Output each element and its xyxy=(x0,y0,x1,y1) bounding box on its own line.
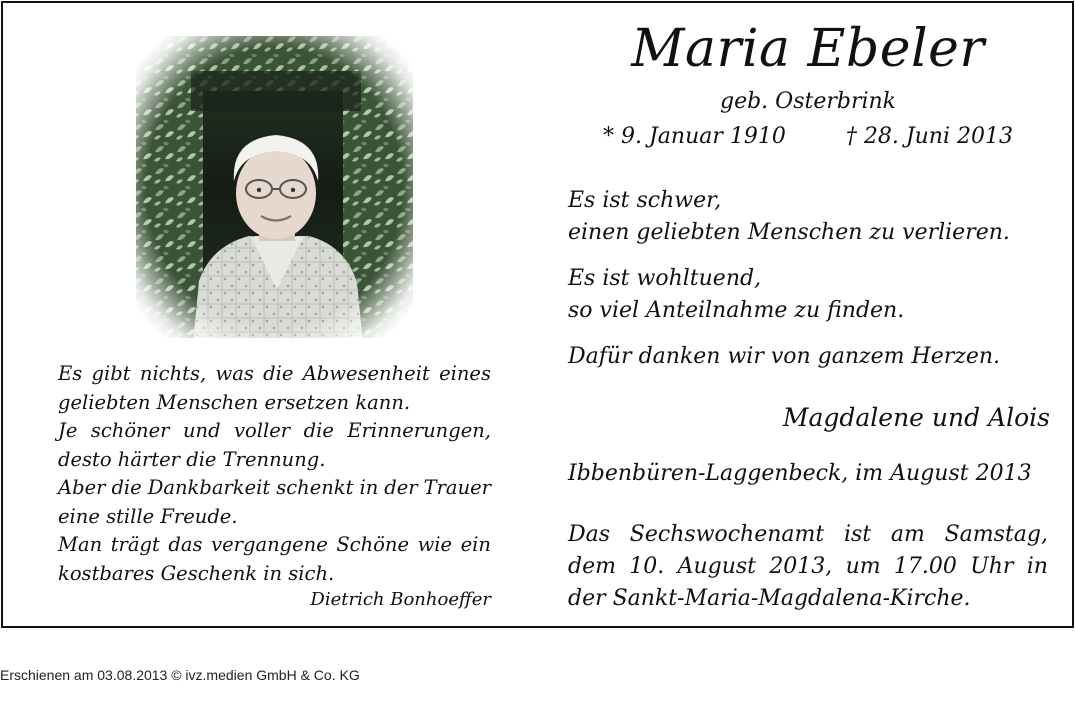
word: in xyxy=(1026,554,1048,579)
word: 2013, xyxy=(769,554,833,579)
word: Dankbarkeit xyxy=(147,476,271,499)
portrait-photo xyxy=(131,31,418,343)
quote-author: Dietrich Bonhoeffer xyxy=(310,589,491,610)
portrait-image xyxy=(131,31,418,343)
word: Abwesenheit xyxy=(302,362,430,385)
word: voller xyxy=(234,419,291,442)
word: ist xyxy=(843,522,872,547)
word: geliebten Menschen ersetzen kann. xyxy=(58,390,411,414)
word: eine stille Freude. xyxy=(58,504,238,528)
word: was xyxy=(215,362,254,385)
word: Je xyxy=(58,419,78,442)
obituary-notice-frame xyxy=(1,1,1074,628)
publication-footer: Erschienen am 03.08.2013 © ivz.medien GmbH & Co. KG xyxy=(0,667,360,683)
mass-notice-line xyxy=(568,519,1048,551)
quote-line xyxy=(58,360,491,389)
birth-date: * 9. Januar 1910 xyxy=(603,124,786,149)
word: Samstag, xyxy=(944,522,1048,547)
verse-line: so viel Anteilnahme zu finden. xyxy=(568,298,905,323)
verse-line: einen geliebten Menschen zu verlieren. xyxy=(568,220,1010,245)
deceased-name: Maria Ebeler xyxy=(631,19,985,79)
death-date: † 28. Juni 2013 xyxy=(845,124,1013,149)
word: der xyxy=(384,476,418,499)
quote-line xyxy=(58,474,491,503)
word: schöner xyxy=(90,419,170,442)
thanks-line: Dafür danken wir von ganzem Herzen. xyxy=(568,344,1000,369)
word: vergangene xyxy=(211,533,328,556)
verse-line: Es ist wohltuend, xyxy=(568,266,762,291)
word: Erinnerungen, xyxy=(347,419,491,442)
word: Es xyxy=(58,362,83,385)
word: 10. xyxy=(629,554,665,579)
word: August xyxy=(677,554,757,579)
birth-name: geb. Osterbrink xyxy=(719,89,896,114)
quote-line xyxy=(58,560,491,589)
word: die xyxy=(111,476,142,499)
word: eines xyxy=(439,362,491,385)
mass-notice-line xyxy=(568,583,1048,615)
word: Trauer xyxy=(423,476,491,499)
quote-line xyxy=(58,417,491,446)
word: Man xyxy=(58,533,103,556)
quote-line xyxy=(58,503,491,532)
signers: Magdalene und Alois xyxy=(782,403,1050,432)
word: desto härter die Trennung. xyxy=(58,447,326,471)
word: die xyxy=(263,362,294,385)
word: Sechswochenamt xyxy=(629,522,825,547)
verse-block xyxy=(568,263,1053,327)
word: Schöne xyxy=(336,533,409,556)
word: der Sankt-Maria-Magdalena-Kirche. xyxy=(568,586,971,611)
word: Aber xyxy=(58,476,106,499)
mass-notice-line xyxy=(568,551,1048,583)
quote-line xyxy=(58,531,491,560)
verse-block xyxy=(568,185,1053,249)
word: gibt xyxy=(91,362,131,385)
word: nichts, xyxy=(139,362,207,385)
word: in xyxy=(359,476,379,499)
life-dates xyxy=(593,121,1033,153)
word: das xyxy=(168,533,203,556)
word: schenkt xyxy=(276,476,354,499)
word: Das xyxy=(568,522,611,547)
place-and-date: Ibbenbüren-Laggenbeck, im August 2013 xyxy=(568,461,1032,486)
word: dem xyxy=(568,554,616,579)
verse-line: Es ist schwer, xyxy=(568,188,722,213)
word: Uhr xyxy=(970,554,1014,579)
word: wie xyxy=(417,533,453,556)
word: die xyxy=(303,419,334,442)
word: um xyxy=(845,554,881,579)
word: am xyxy=(890,522,925,547)
word: und xyxy=(182,419,221,442)
quote-line xyxy=(58,389,491,418)
word: ein xyxy=(460,533,491,556)
word: trägt xyxy=(110,533,160,556)
word: kostbares Geschenk in sich. xyxy=(58,561,335,585)
word: 17.00 xyxy=(893,554,957,579)
quote-line xyxy=(58,446,491,475)
